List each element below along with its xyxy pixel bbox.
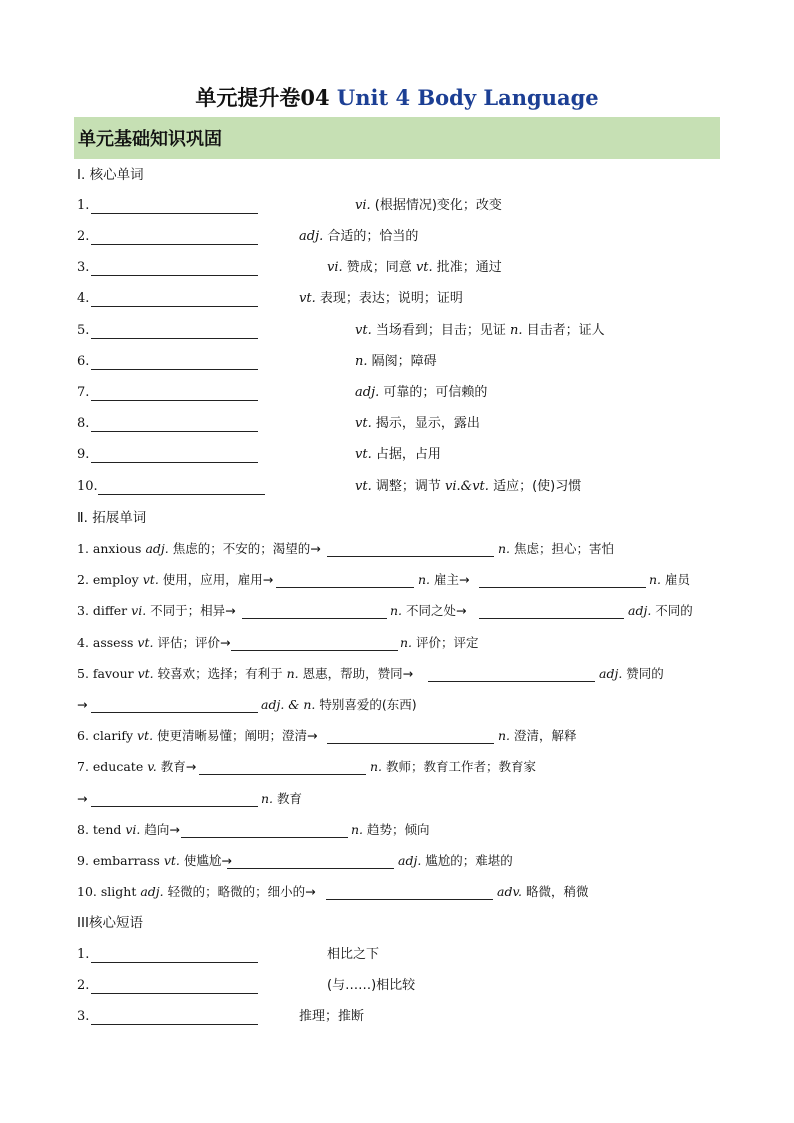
part-of-speech: vt. — [299, 291, 316, 306]
ext-target — [498, 725, 577, 747]
vocab-definition — [355, 476, 581, 498]
vocab-item — [77, 226, 89, 248]
ext-word: 5. favour — [77, 666, 134, 681]
part-of-speech: adj. — [398, 853, 422, 868]
answer-blank[interactable] — [242, 618, 387, 619]
phrase-definition: (与……)相比较 — [327, 978, 416, 993]
part-of-speech: n. — [370, 759, 383, 774]
vocab-item — [77, 444, 89, 466]
answer-blank[interactable] — [326, 899, 493, 900]
answer-blank[interactable] — [479, 618, 624, 619]
ext-meaning: 不同于；相异→ — [150, 603, 236, 618]
answer-blank[interactable] — [91, 338, 258, 339]
definition-text: (根据情况)变化；改变 — [374, 198, 502, 213]
item-number: 2. — [77, 229, 90, 244]
part-of-speech: n. — [286, 666, 299, 681]
ext-item — [77, 663, 413, 685]
ext-target — [418, 569, 470, 591]
vocab-definition — [299, 288, 463, 310]
phrase-definition: 相比之下 — [327, 947, 380, 962]
ext-word: 7. educate — [77, 759, 144, 774]
vocab-definition — [355, 413, 480, 435]
part-of-speech: n. — [418, 572, 431, 587]
ext-meaning: 较喜欢；选择；有利于 — [157, 666, 283, 681]
part-of-speech: vt. — [355, 479, 372, 494]
ext-target — [261, 694, 417, 716]
ext-item-continued — [77, 694, 87, 716]
answer-blank[interactable] — [98, 494, 265, 495]
vocab-item — [77, 382, 89, 404]
part-of-speech: adj. — [599, 666, 623, 681]
definition-text: 可靠的；可信赖的 — [383, 385, 488, 400]
ext-word: 3. differ — [77, 603, 128, 618]
ext-meaning: 尴尬的；难堪的 — [425, 853, 513, 868]
part-of-speech: vt. — [355, 323, 372, 338]
item-number: 1. — [77, 947, 90, 962]
title-number: 04 — [300, 85, 330, 110]
vocab-definition — [355, 382, 487, 404]
part-of-speech: adj. — [355, 385, 380, 400]
answer-blank[interactable] — [91, 369, 258, 370]
part-of-speech: adj. & n. — [261, 697, 316, 712]
ext-meaning: 使尴尬→ — [183, 853, 232, 868]
answer-blank[interactable] — [199, 774, 366, 775]
ext-target — [390, 600, 467, 622]
definition-text: 合适的；恰当的 — [327, 229, 419, 244]
part-of-speech: n. — [390, 603, 403, 618]
ext-meaning: 教师；教育工作者；教育家 — [386, 759, 537, 774]
part-of-speech: n. — [649, 572, 662, 587]
part-of-speech: vt. — [137, 635, 154, 650]
part-of-speech: n. — [400, 635, 413, 650]
ext-meaning: 使用，应用，雇用→ — [162, 572, 274, 587]
ext-item — [77, 881, 316, 903]
answer-blank[interactable] — [91, 993, 258, 994]
section-band — [74, 117, 720, 159]
part-of-speech: v. — [147, 759, 157, 774]
part-of-speech: n. — [351, 822, 364, 837]
ext-item — [77, 819, 180, 841]
ext-word: 2. employ — [77, 572, 139, 587]
definition-text: 占据，占用 — [375, 447, 441, 462]
ext-meaning: 趋向→ — [144, 822, 180, 837]
answer-blank[interactable] — [91, 431, 258, 432]
ext-meaning: 趋势；倾向 — [367, 822, 430, 837]
part-of-speech: vi. — [125, 822, 141, 837]
answer-blank[interactable] — [479, 587, 646, 588]
vocab-definition — [355, 351, 437, 373]
part-of-speech: adj. — [299, 229, 324, 244]
vocab-definition — [299, 226, 418, 248]
answer-blank[interactable] — [428, 681, 595, 682]
item-number: 4. — [77, 291, 90, 306]
definition-text: 目击者；证人 — [526, 323, 605, 338]
ext-target — [261, 788, 302, 810]
item-number: 5. — [77, 323, 90, 338]
item-number: 8. — [77, 416, 90, 431]
vocab-definition — [327, 257, 502, 279]
part-of-speech: n. — [498, 728, 511, 743]
answer-blank[interactable] — [231, 650, 398, 651]
answer-blank[interactable] — [91, 962, 258, 963]
item-number: 3. — [77, 1009, 90, 1024]
definition-text: 表现；表达；说明；证明 — [319, 291, 463, 306]
ext-word: 1. anxious — [77, 541, 142, 556]
item-number: 3. — [77, 260, 90, 275]
part-of-speech: adj. — [140, 884, 164, 899]
phrase-item — [77, 1006, 89, 1028]
part-of-speech: vt. — [137, 728, 154, 743]
answer-blank[interactable] — [91, 806, 258, 807]
section-band-label: 单元基础知识巩固 — [78, 129, 222, 150]
ext-item — [77, 756, 196, 778]
part-of-speech: n. — [510, 323, 523, 338]
ext-meaning: 特别喜爱的(东西) — [319, 697, 417, 712]
vocab-definition — [355, 320, 605, 342]
definition-text: 隔阂；障碍 — [371, 354, 437, 369]
answer-blank[interactable] — [91, 306, 258, 307]
ext-item — [77, 569, 273, 591]
page-title — [0, 82, 794, 112]
part-of-speech: adv. — [497, 884, 523, 899]
part-of-speech: vi. — [131, 603, 147, 618]
ext-meaning: 赞同的 — [626, 666, 664, 681]
vocab-item — [77, 413, 89, 435]
ext-item — [77, 725, 318, 747]
ext-word: 10. slight — [77, 884, 137, 899]
part-of-speech: vt. — [355, 416, 372, 431]
part-of-speech: n. — [261, 791, 274, 806]
answer-blank[interactable] — [91, 400, 258, 401]
item-number: 2. — [77, 978, 90, 993]
item-number: 1. — [77, 198, 90, 213]
answer-blank[interactable] — [327, 743, 494, 744]
ext-item — [77, 538, 321, 560]
definition-text: 赞成；同意 — [346, 260, 412, 275]
ext-meaning: 使更清晰易懂；阐明；澄清→ — [157, 728, 318, 743]
ext-meaning: 轻微的；略微的；细小的→ — [167, 884, 316, 899]
section-extended-words: Ⅱ. 拓展单词 — [77, 510, 147, 526]
vocab-item — [77, 351, 89, 373]
ext-target — [628, 600, 693, 622]
arrow: → — [77, 791, 88, 806]
ext-meaning: 恩惠，帮助，赞同→ — [302, 666, 414, 681]
part-of-speech: adj. — [145, 541, 169, 556]
part-of-speech: n. — [498, 541, 511, 556]
arrow: → — [77, 697, 88, 712]
ext-meaning: 雇主→ — [434, 572, 470, 587]
ext-target — [400, 632, 479, 654]
part-of-speech: vt. — [142, 572, 159, 587]
item-number: 10. — [77, 479, 98, 494]
definition-text: 调整；调节 — [375, 479, 441, 494]
ext-meaning: 不同之处→ — [406, 603, 467, 618]
vocab-definition — [355, 195, 502, 217]
ext-meaning: 焦虑的；不安的；渴望的→ — [172, 541, 321, 556]
ext-meaning: 评价；评定 — [416, 635, 479, 650]
definition-text: 当场看到；目击；见证 — [375, 323, 506, 338]
vocab-item — [77, 257, 89, 279]
answer-blank[interactable] — [181, 837, 348, 838]
ext-meaning: 焦虑；担心；害怕 — [514, 541, 615, 556]
title-english: Unit 4 Body Language — [336, 85, 599, 110]
vocab-item — [77, 195, 89, 217]
definition-text: 适应；(使)习惯 — [493, 479, 582, 494]
part-of-speech: vi. — [355, 198, 371, 213]
answer-blank[interactable] — [91, 213, 258, 214]
item-number: 9. — [77, 447, 90, 462]
part-of-speech: vi. — [327, 260, 343, 275]
ext-item — [77, 600, 236, 622]
vocab-item — [77, 476, 98, 498]
ext-target — [498, 538, 614, 560]
answer-blank[interactable] — [91, 712, 258, 713]
part-of-speech: vt. — [137, 666, 154, 681]
ext-word: 9. embarrass — [77, 853, 160, 868]
title-cn: 单元提升卷 — [195, 85, 301, 110]
part-of-speech: vt. — [415, 260, 433, 275]
ext-target — [497, 881, 589, 903]
phrase-definition: 推理；推断 — [299, 1009, 365, 1024]
definition-text: 批准；通过 — [436, 260, 502, 275]
phrase-item — [77, 944, 89, 966]
ext-item-continued — [77, 788, 87, 810]
part-of-speech: vt. — [355, 447, 372, 462]
ext-item — [77, 850, 232, 872]
answer-blank[interactable] — [91, 462, 258, 463]
vocab-item — [77, 288, 89, 310]
ext-target — [398, 850, 513, 872]
part-of-speech: adj. — [628, 603, 652, 618]
ext-meaning: 不同的 — [655, 603, 693, 618]
item-number: 6. — [77, 354, 90, 369]
answer-blank[interactable] — [327, 556, 494, 557]
answer-blank[interactable] — [276, 587, 414, 588]
part-of-speech: n. — [355, 354, 368, 369]
answer-blank[interactable] — [91, 1024, 258, 1025]
vocab-definition — [355, 444, 441, 466]
ext-meaning: 澄清，解释 — [514, 728, 577, 743]
ext-word: 6. clarify — [77, 728, 134, 743]
answer-blank[interactable] — [91, 275, 258, 276]
part-of-speech: vt. — [163, 853, 180, 868]
definition-text: 揭示，显示，露出 — [375, 416, 480, 431]
ext-meaning: 雇员 — [665, 572, 691, 587]
ext-meaning: 评估；评价→ — [157, 635, 231, 650]
ext-target — [649, 569, 690, 591]
ext-meaning: 略微，稍微 — [526, 884, 589, 899]
ext-meaning: 教育 — [277, 791, 303, 806]
ext-target — [370, 756, 536, 778]
part-of-speech: vi.&vt. — [445, 479, 489, 494]
answer-blank[interactable] — [91, 244, 258, 245]
answer-blank[interactable] — [227, 868, 394, 869]
ext-meaning: 教育→ — [160, 759, 197, 774]
ext-target — [351, 819, 430, 841]
phrase-item — [77, 975, 89, 997]
vocab-item — [77, 320, 89, 342]
ext-target — [599, 663, 664, 685]
section-core-phrases: III核心短语 — [77, 915, 143, 931]
section-core-words: Ⅰ. 核心单词 — [77, 167, 144, 183]
ext-word: 8. tend — [77, 822, 122, 837]
ext-word: 4. assess — [77, 635, 134, 650]
ext-item — [77, 632, 230, 654]
item-number: 7. — [77, 385, 90, 400]
